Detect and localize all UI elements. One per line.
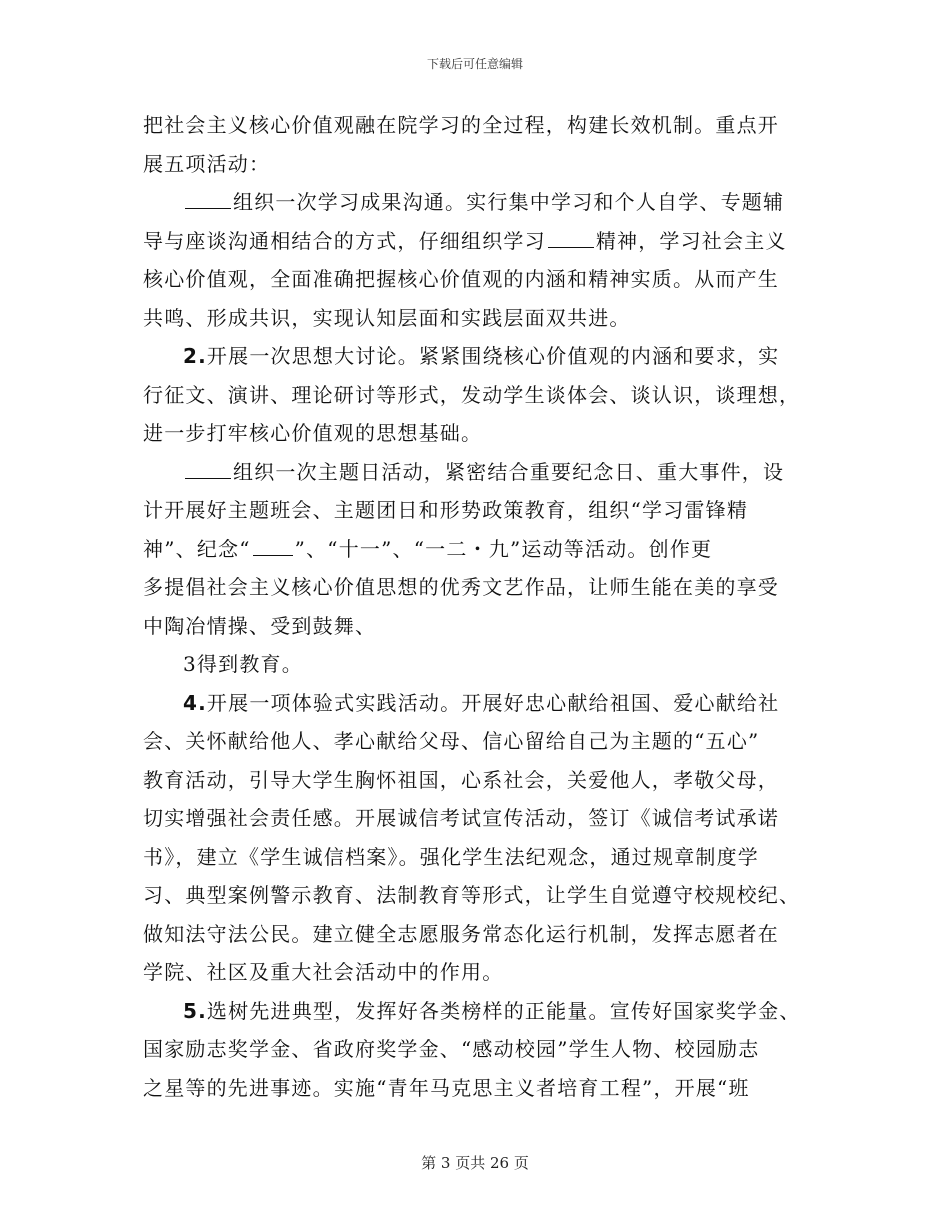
text-line bbox=[143, 530, 823, 569]
text-span: 组织一次主题日活动，紧密结合重要纪念日、重大事件，设 bbox=[233, 459, 785, 484]
text-line bbox=[143, 992, 823, 1031]
text-line bbox=[143, 183, 823, 222]
text-line: 行征文、演讲、理论研讨等形式，发动学生谈体会、谈认识，谈理想， bbox=[143, 382, 801, 407]
page-header-note: 下载后可任意编辑 bbox=[426, 57, 523, 71]
text-span: ”、“十一”、“一二・九”运动等活动。创作更 bbox=[294, 536, 713, 561]
text-line: 多提倡社会主义核心价值思想的优秀文艺作品，让师生能在美的享受 bbox=[143, 575, 779, 599]
page-number-footer: 第 3 页共 26 页 bbox=[421, 1154, 529, 1172]
text-line bbox=[143, 337, 823, 376]
fill-in-blank bbox=[185, 456, 231, 479]
text-line bbox=[143, 453, 823, 492]
text-span: 精神，学习社会主义 bbox=[595, 228, 787, 253]
text-line: 之星等的先进事迹。实施“青年马克思主义者培育工程”，开展“班 bbox=[143, 1075, 750, 1100]
text-line: 教育活动，引导大学生胸怀祖国，心系社会，关爱他人，孝敬父母， bbox=[143, 767, 779, 792]
item-number: 5. bbox=[183, 998, 207, 1023]
text-span: 组织一次学习成果沟通。实行集中学习和个人自学、专题辅 bbox=[233, 190, 785, 214]
text-line: 核心价值观，全面准确把握核心价值观的内涵和精神实质。从而产生 bbox=[143, 267, 779, 291]
text-span: 开展一项体验式实践活动。开展好忠心献给祖国、爱心献给社 bbox=[206, 690, 780, 715]
text-line bbox=[143, 684, 823, 723]
text-line: 书》，建立《学生诚信档案》。强化学生法纪观念，通过规章制度学 bbox=[143, 844, 759, 869]
fill-in-blank bbox=[253, 533, 293, 556]
text-line: 会、关怀献给他人、孝心献给父母、信心留给自己为主题的“五心” bbox=[143, 729, 760, 753]
text-line: 共鸣、形成共识，实现认知层面和实践层面双共进。 bbox=[143, 305, 631, 330]
text-span: 开展一次思想大讨论。紧紧围绕核心价值观的内涵和要求，实 bbox=[206, 344, 780, 368]
text-span: 神”、纪念“ bbox=[143, 536, 251, 561]
item-number: 4. bbox=[183, 690, 207, 715]
text-span: 选树先进典型，发挥好各类榜样的正能量。宣传好国家奖学金、 bbox=[206, 998, 801, 1023]
text-line bbox=[143, 222, 823, 261]
text-line: 学院、社区及重大社会活动中的作用。 bbox=[143, 960, 504, 984]
text-line: 习、典型案例警示教育、法制教育等形式，让学生自觉遵守校规校纪、 bbox=[143, 883, 801, 907]
text-span: 导与座谈沟通相结合的方式，仔细组织学习 bbox=[143, 228, 546, 253]
text-line: 3得到教育。 bbox=[183, 652, 303, 676]
item-number: 2. bbox=[183, 344, 207, 368]
text-line: 国家励志奖学金、省政府奖学金、“感动校园”学生人物、校园励志 bbox=[143, 1037, 760, 1061]
document-body bbox=[143, 106, 823, 1107]
text-line: 做知法守法公民。建立健全志愿服务常态化运行机制，发挥志愿者在 bbox=[143, 921, 779, 946]
fill-in-blank bbox=[185, 186, 231, 209]
text-line: 进一步打牢核心价值观的思想基础。 bbox=[143, 421, 483, 445]
fill-in-blank bbox=[548, 225, 594, 248]
text-line: 展五项活动： bbox=[143, 151, 271, 176]
text-line: 切实增强社会责任感。开展诚信考试宣传活动，签订《诚信考试承诺 bbox=[143, 806, 779, 830]
text-line: 计开展好主题班会、主题团日和形势政策教育，组织“学习雷锋精 bbox=[143, 498, 749, 522]
text-line: 把社会主义核心价值观融在院学习的全过程，构建长效机制。重点开 bbox=[143, 113, 779, 137]
text-line: 中陶冶情操、受到鼓舞、 bbox=[143, 613, 377, 638]
